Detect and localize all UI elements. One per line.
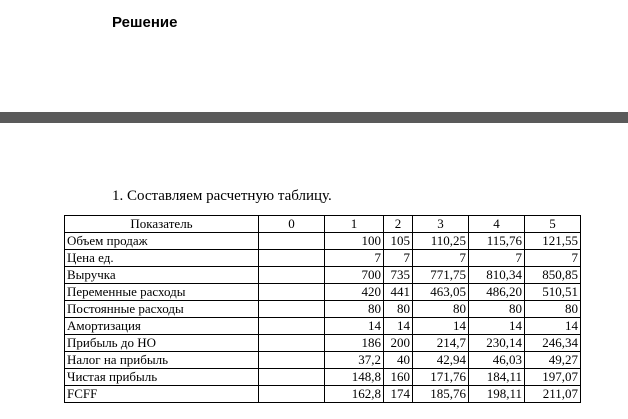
table-row <box>65 250 581 267</box>
table-row <box>65 301 581 318</box>
table-cell <box>259 386 325 403</box>
table-cell: 7 <box>384 250 413 267</box>
table-cell: 810,34 <box>469 267 525 284</box>
row-label: Объем продаж <box>65 233 259 250</box>
table-row <box>65 352 581 369</box>
row-label: Постоянные расходы <box>65 301 259 318</box>
table-cell: 174 <box>384 386 413 403</box>
table-cell: 49,27 <box>525 352 581 369</box>
table-row <box>65 335 581 352</box>
table-cell <box>259 267 325 284</box>
table-cell: 771,75 <box>413 267 469 284</box>
table-cell <box>259 352 325 369</box>
table-cell: 185,76 <box>413 386 469 403</box>
table-cell: 14 <box>325 318 384 335</box>
table-cell: 184,11 <box>469 369 525 386</box>
column-header-period: 2 <box>384 216 413 233</box>
table-cell: 186 <box>325 335 384 352</box>
table-cell: 211,07 <box>525 386 581 403</box>
table-cell: 197,07 <box>525 369 581 386</box>
page-heading: Решение <box>112 14 178 31</box>
table-cell <box>259 335 325 352</box>
table-cell: 420 <box>325 284 384 301</box>
column-header-period: 1 <box>325 216 384 233</box>
table-cell: 148,8 <box>325 369 384 386</box>
table-cell <box>259 369 325 386</box>
table-cell: 7 <box>325 250 384 267</box>
row-label: Цена ед. <box>65 250 259 267</box>
row-label: Прибыль до НО <box>65 335 259 352</box>
table-cell: 80 <box>384 301 413 318</box>
table-cell <box>259 250 325 267</box>
table-cell: 850,85 <box>525 267 581 284</box>
table-cell: 105 <box>384 233 413 250</box>
row-label: Выручка <box>65 267 259 284</box>
table-cell: 14 <box>413 318 469 335</box>
table-cell: 700 <box>325 267 384 284</box>
column-header-period: 0 <box>259 216 325 233</box>
intro-text: 1. Составляем расчетную таблицу. <box>112 188 332 204</box>
table-cell: 80 <box>413 301 469 318</box>
table-cell: 100 <box>325 233 384 250</box>
calculation-table <box>64 215 581 403</box>
row-label: Переменные расходы <box>65 284 259 301</box>
table-cell: 121,55 <box>525 233 581 250</box>
table-row <box>65 267 581 284</box>
table-cell: 486,20 <box>469 284 525 301</box>
table-row <box>65 233 581 250</box>
table-cell: 37,2 <box>325 352 384 369</box>
table-cell: 14 <box>384 318 413 335</box>
table-cell: 441 <box>384 284 413 301</box>
table-cell: 14 <box>525 318 581 335</box>
table-cell <box>259 318 325 335</box>
row-label: FCFF <box>65 386 259 403</box>
table-header-row <box>65 216 581 233</box>
table-cell <box>259 233 325 250</box>
row-label: Чистая прибыль <box>65 369 259 386</box>
table-cell: 80 <box>525 301 581 318</box>
table-cell <box>259 284 325 301</box>
table-row <box>65 386 581 403</box>
column-header-period: 5 <box>525 216 581 233</box>
table-cell: 230,14 <box>469 335 525 352</box>
row-label: Налог на прибыль <box>65 352 259 369</box>
table-cell: 7 <box>525 250 581 267</box>
row-label: Амортизация <box>65 318 259 335</box>
table-cell: 510,51 <box>525 284 581 301</box>
table-row <box>65 369 581 386</box>
table-cell: 14 <box>469 318 525 335</box>
table-cell: 40 <box>384 352 413 369</box>
table-cell: 7 <box>413 250 469 267</box>
page-separator <box>0 112 628 123</box>
column-header-period: 4 <box>469 216 525 233</box>
table-cell: 200 <box>384 335 413 352</box>
table-cell: 171,76 <box>413 369 469 386</box>
table-body <box>65 233 581 403</box>
table-cell: 246,34 <box>525 335 581 352</box>
table-cell <box>259 301 325 318</box>
table-cell: 198,11 <box>469 386 525 403</box>
table-cell: 46,03 <box>469 352 525 369</box>
table-cell: 162,8 <box>325 386 384 403</box>
table-cell: 115,76 <box>469 233 525 250</box>
table-cell: 160 <box>384 369 413 386</box>
table-cell: 7 <box>469 250 525 267</box>
table-cell: 214,7 <box>413 335 469 352</box>
table-cell: 110,25 <box>413 233 469 250</box>
table-cell: 463,05 <box>413 284 469 301</box>
table-cell: 80 <box>325 301 384 318</box>
column-header-period: 3 <box>413 216 469 233</box>
table-row <box>65 318 581 335</box>
table-cell: 80 <box>469 301 525 318</box>
column-header-indicator: Показатель <box>65 216 259 233</box>
table-cell: 42,94 <box>413 352 469 369</box>
table-row <box>65 284 581 301</box>
table-cell: 735 <box>384 267 413 284</box>
